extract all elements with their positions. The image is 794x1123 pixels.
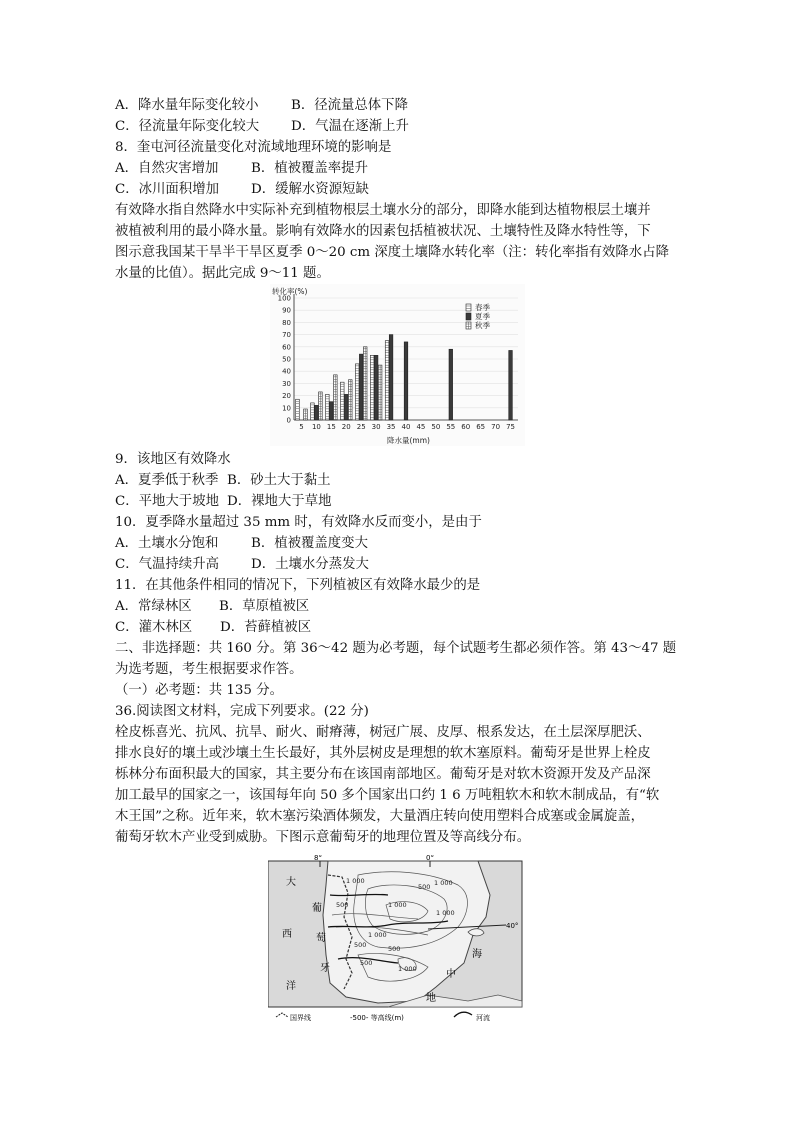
bar-summer bbox=[315, 405, 319, 420]
x-tick-label: 70 bbox=[491, 423, 501, 431]
passage2-line4: 加工最早的国家之一，该国每年向 50 多个国家出口约 1 6 万吨粗软木和软木制成品，有“软 bbox=[115, 788, 660, 803]
river-legend-icon bbox=[454, 1012, 472, 1017]
bar-spring bbox=[296, 399, 300, 420]
q11-stem: 11．在其他条件相同的情况下，下列植被区有效降水最少的是 bbox=[115, 578, 481, 593]
q10-option-b: B．植被覆盖度变大 bbox=[251, 536, 368, 551]
contour-label: 500 bbox=[360, 959, 373, 967]
bar-summer bbox=[359, 354, 363, 420]
bar-summer bbox=[330, 402, 334, 420]
sea-char-1: 中 bbox=[446, 969, 456, 980]
border-legend-icon bbox=[276, 1013, 288, 1017]
q7-options-row1 bbox=[115, 95, 408, 116]
passage2-line1: 栓皮栎喜光、抗风、抗旱、耐火、耐瘠薄，树冠广展、皮厚、根系发达，在土层深厚肥沃、 bbox=[115, 725, 651, 740]
bar-summer bbox=[509, 350, 513, 420]
portugal-map bbox=[268, 855, 524, 1025]
y-tick-label: 90 bbox=[282, 306, 291, 315]
bar-summer bbox=[374, 355, 378, 420]
map-svg bbox=[268, 855, 524, 1025]
bar-autumn bbox=[348, 380, 352, 420]
map-legend bbox=[276, 1012, 490, 1022]
q9-options-row2 bbox=[115, 491, 331, 512]
legend-river: 河流 bbox=[476, 1014, 490, 1022]
passage2-line5: 木王国”之称。近年来，软木塞污染酒体频发，大量酒庄转向使用塑料合成塞或金属旋盖， bbox=[115, 809, 645, 824]
x-tick-label: 45 bbox=[416, 423, 426, 431]
contour-label: 1 000 bbox=[346, 877, 365, 885]
sea-char-3: 地 bbox=[426, 993, 436, 1004]
q11-options-row2 bbox=[115, 617, 311, 638]
bar-summer bbox=[389, 335, 393, 420]
conversion-rate-chart bbox=[270, 284, 525, 446]
contour-label: 1 000 bbox=[388, 901, 407, 909]
x-tick-label: 60 bbox=[461, 423, 471, 431]
bar-autumn bbox=[378, 365, 382, 420]
x-tick-label: 40 bbox=[401, 423, 411, 431]
contour-label: 500 bbox=[418, 883, 431, 891]
bar-autumn bbox=[304, 409, 308, 420]
q8-option-a: A．自然灾害增加 bbox=[115, 161, 219, 176]
y-tick-label: 100 bbox=[277, 294, 291, 303]
bar-autumn bbox=[363, 347, 367, 420]
bar-autumn bbox=[334, 375, 338, 420]
ocean-char-1: 大 bbox=[286, 877, 296, 888]
bar-summer bbox=[449, 349, 453, 420]
x-tick-label: 75 bbox=[506, 423, 515, 431]
q8-options-row1 bbox=[115, 158, 368, 179]
q9-option-c: C．平地大于坡地 bbox=[115, 494, 219, 509]
q9-option-a: A．夏季低于秋季 bbox=[115, 473, 219, 488]
lat-label-40: 40° bbox=[506, 922, 519, 930]
country-char-1: 葡 bbox=[312, 903, 322, 914]
contour-label: 1 000 bbox=[368, 931, 387, 939]
y-tick-label: 70 bbox=[282, 331, 291, 340]
q10-option-a: A．土壤水分饱和 bbox=[115, 536, 219, 551]
lon-label-8: 8° bbox=[314, 855, 322, 862]
q10-option-c: C．气温持续升高 bbox=[115, 557, 219, 572]
q9-option-b: B．砂土大于黏土 bbox=[227, 473, 331, 488]
bar-spring bbox=[326, 394, 330, 420]
y-tick-label: 20 bbox=[282, 392, 291, 401]
x-tick-label: 55 bbox=[446, 423, 456, 431]
passage1-line3: 图示意我国某干旱半干旱区夏季 0～20 cm 深度土壤降水转化率（注：转化率指有效降水占降 bbox=[115, 245, 669, 260]
contour-label: 1 000 bbox=[436, 909, 455, 917]
x-tick-label: 35 bbox=[386, 423, 396, 431]
passage2-line3: 栎林分布面积最大的国家，其主要分布在该国南部地区。葡萄牙是对软木资源开发及产品深 bbox=[115, 767, 651, 782]
q7-option-b: B．径流量总体下降 bbox=[291, 98, 408, 113]
q10-options-row2 bbox=[115, 554, 369, 575]
section2-line3: （一）必考题：共 135 分。 bbox=[115, 683, 283, 698]
legend-contour: -500- 等高线(m) bbox=[350, 1014, 404, 1022]
bar-summer bbox=[404, 342, 408, 420]
bar-spring bbox=[385, 341, 389, 420]
bar-summer bbox=[344, 394, 348, 420]
q8-option-b: B．植被覆盖率提升 bbox=[251, 161, 368, 176]
passage2-line6: 葡萄牙软木产业受到威胁。下图示意葡萄牙的地理位置及等高线分布。 bbox=[115, 830, 531, 845]
x-tick-label: 30 bbox=[371, 423, 381, 431]
contour-label: 500 bbox=[388, 945, 401, 953]
section2-line1: 二、非选择题：共 160 分。第 36～42 题为必考题，每个试题考生都必须作答。第 43～47 题 bbox=[115, 641, 677, 656]
x-tick-label: 10 bbox=[311, 423, 321, 431]
y-tick-label: 50 bbox=[282, 355, 291, 364]
bar-spring bbox=[355, 364, 359, 420]
y-tick-label: 30 bbox=[282, 379, 291, 388]
passage1-line4: 水量的比值）。据此完成 9～11 题。 bbox=[115, 266, 330, 281]
q10-stem: 10．夏季降水量超过 35 mm 时，有效降水反而变小，是由于 bbox=[115, 515, 482, 530]
x-tick-label: 25 bbox=[356, 423, 366, 431]
contour-label: 500 bbox=[336, 901, 349, 909]
y-tick-label: 40 bbox=[282, 367, 291, 376]
q9-option-d: D．裸地大于草地 bbox=[227, 494, 332, 509]
q8-option-c: C．冰川面积增加 bbox=[115, 182, 219, 197]
contour-label: 500 bbox=[354, 941, 367, 949]
passage1-line2: 被植被利用的最小降水量。影响有效降水的因素包括植被状况、土壤特性及降水特性等，下 bbox=[115, 224, 651, 239]
chart-legend bbox=[466, 302, 490, 330]
q11-option-a: A．常绿林区 bbox=[115, 599, 192, 614]
q7-options-row2 bbox=[115, 116, 409, 137]
q7-option-c: C．径流量年际变化较大 bbox=[115, 119, 260, 134]
x-tick-label: 50 bbox=[431, 423, 441, 431]
q9-options-row1 bbox=[115, 470, 331, 491]
x-tick-label: 5 bbox=[299, 423, 304, 431]
passage1-line1: 有效降水指自然降水中实际补充到植物根层土壤水分的部分，即降水能到达植物根层土壤并 bbox=[115, 203, 651, 218]
x-tick-label: 20 bbox=[341, 423, 351, 431]
q9-stem: 9．该地区有效降水 bbox=[115, 452, 231, 467]
y-tick-label: 60 bbox=[282, 343, 291, 352]
legend-label: 春季 bbox=[475, 303, 490, 312]
contour-label: 1 000 bbox=[434, 879, 453, 887]
q11-options-row1 bbox=[115, 596, 309, 617]
q8-stem: 8．奎屯河径流量变化对流域地理环境的影响是 bbox=[115, 140, 392, 155]
y-tick-label: 80 bbox=[282, 318, 291, 327]
legend-border: 国界线 bbox=[290, 1014, 311, 1022]
x-tick-label: 65 bbox=[476, 423, 486, 431]
legend-label: 夏季 bbox=[475, 312, 490, 321]
chart-xlabel: 降水量(mm) bbox=[387, 436, 430, 445]
chart-ylabel: 转化率(%) bbox=[272, 287, 308, 296]
q11-option-b: B．草原植被区 bbox=[219, 599, 310, 614]
bar-autumn bbox=[319, 392, 323, 420]
q36-heading: 36.阅读图文材料，完成下列要求。(22 分) bbox=[115, 704, 369, 719]
q7-option-d: D．气温在逐渐上升 bbox=[291, 119, 409, 134]
q7-option-a: A．降水量年际变化较小 bbox=[115, 98, 259, 113]
x-tick-label: 15 bbox=[326, 423, 336, 431]
q11-option-d: D．苔藓植被区 bbox=[220, 620, 312, 635]
q10-option-d: D．土壤水分蒸发大 bbox=[251, 557, 369, 572]
country-char-2: 萄 bbox=[316, 933, 326, 944]
q8-options-row2 bbox=[115, 179, 369, 200]
bar-spring bbox=[370, 355, 374, 420]
ocean-char-3: 洋 bbox=[286, 981, 296, 992]
q8-option-d: D．缓解水资源短缺 bbox=[251, 182, 369, 197]
country-char-3: 牙 bbox=[320, 963, 330, 974]
bar-spring bbox=[311, 403, 315, 420]
lon-label-0: 0° bbox=[426, 855, 434, 862]
q11-option-c: C．灌木林区 bbox=[115, 620, 193, 635]
section2-line2: 为选考题，考生根据要求作答。 bbox=[115, 662, 303, 677]
chart-svg bbox=[270, 284, 525, 446]
contour-label: 1 000 bbox=[398, 965, 417, 973]
passage2-line2: 排水良好的壤土或沙壤土生长最好，其外层树皮是理想的软木塞原料。葡萄牙是世界上栓皮 bbox=[115, 746, 651, 761]
q10-options-row1 bbox=[115, 533, 368, 554]
sea-char-2: 海 bbox=[472, 949, 482, 960]
y-tick-label: 10 bbox=[282, 404, 291, 413]
bar-spring bbox=[340, 382, 344, 420]
ocean-char-2: 西 bbox=[282, 929, 292, 940]
legend-label: 秋季 bbox=[475, 321, 490, 330]
y-tick-label: 0 bbox=[286, 416, 291, 425]
